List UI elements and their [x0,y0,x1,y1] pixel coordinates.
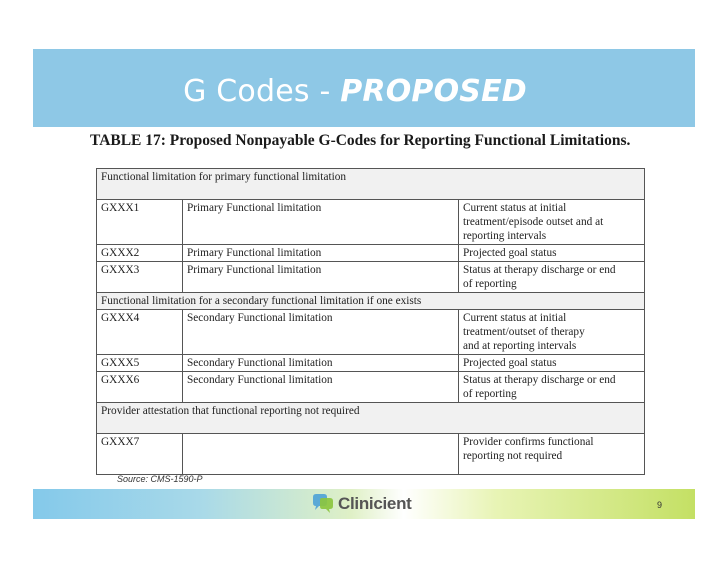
status-cell [459,262,645,293]
logo-text: Clinicient [338,494,412,513]
clinicient-logo [311,493,412,515]
table-row [97,262,645,293]
code-cell: GXXX4 [97,310,183,355]
table-row [97,245,645,262]
code-cell: GXXX2 [97,245,183,262]
table-caption: TABLE 17: Proposed Nonpayable G-Codes for Reporting Functional Limitations. [90,132,631,149]
limitation-cell: Primary Functional limitation [183,200,459,245]
section-header: Functional limitation for a secondary functional limitation if one exists [97,293,645,310]
code-cell: GXXX1 [97,200,183,245]
limitation-cell: Secondary Functional limitation [183,372,459,403]
code-cell: GXXX6 [97,372,183,403]
table-section-row [97,169,645,200]
section-header: Functional limitation for primary functional limitation [97,169,645,200]
speech-bubble-icon [311,493,335,515]
table-row [97,355,645,372]
table-row [97,434,645,475]
title-banner [33,49,695,127]
status-line: Projected goal status [463,247,557,259]
table-section-row [97,403,645,434]
limitation-cell: Secondary Functional limitation [183,310,459,355]
status-line: and at reporting intervals [463,340,577,352]
status-line: treatment/outset of therapy [463,326,585,338]
status-line: of reporting [463,388,517,400]
slide-title-emphasis: PROPOSED [340,73,527,109]
status-cell [459,245,645,262]
code-cell: GXXX7 [97,434,183,475]
code-cell: GXXX5 [97,355,183,372]
limitation-cell: Primary Functional limitation [183,245,459,262]
status-line: treatment/episode outset and at [463,216,604,228]
status-cell [459,355,645,372]
status-line: Status at therapy discharge or end [463,374,616,386]
limitation-cell: Primary Functional limitation [183,262,459,293]
status-line: Current status at initial [463,202,567,214]
table-section-row [97,293,645,310]
code-cell: GXXX3 [97,262,183,293]
status-cell [459,200,645,245]
source-note: Source: CMS-1590-P [117,474,203,484]
status-cell [459,434,645,475]
limitation-cell [183,434,459,475]
status-line: Status at therapy discharge or end [463,264,616,276]
status-line: Provider confirms functional [463,436,594,448]
table-row [97,310,645,355]
limitation-cell: Secondary Functional limitation [183,355,459,372]
page-number: 9 [657,500,663,510]
section-header: Provider attestation that functional reporting not required [97,403,645,434]
status-line: Projected goal status [463,357,557,369]
slide-title [183,74,527,109]
status-line: reporting intervals [463,230,547,242]
status-cell [459,372,645,403]
g-codes-table [96,168,645,475]
status-line: Current status at initial [463,312,567,324]
table-row [97,200,645,245]
status-cell [459,310,645,355]
table-row [97,372,645,403]
status-line: reporting not required [463,450,563,462]
slide-title-prefix: G Codes - [183,73,341,109]
status-line: of reporting [463,278,517,290]
